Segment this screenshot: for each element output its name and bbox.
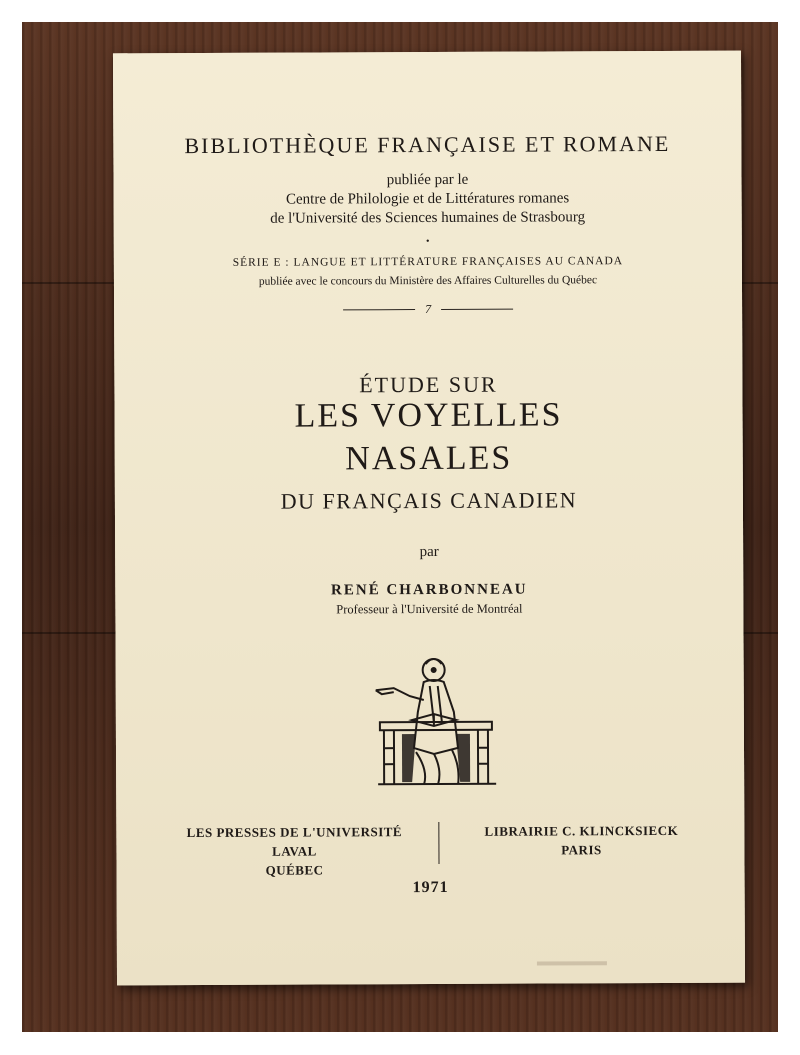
- publication-year: 1971: [412, 878, 449, 897]
- publisher-divider: [438, 822, 439, 864]
- rule-right: [441, 309, 513, 310]
- publisher-right-name: LIBRAIRIE C. KLINCKSIECK: [484, 822, 679, 839]
- title-line-4: DU FRANÇAIS CANADIEN: [280, 487, 578, 514]
- rule-left: [343, 309, 415, 310]
- scholar-emblem-icon: [372, 652, 503, 793]
- title-line-3: NASALES: [345, 439, 513, 478]
- separator-dot: •: [426, 235, 430, 248]
- cover-wear-mark: [537, 961, 607, 965]
- serie-heading: SÉRIE E : LANGUE ET LITTÉRATURE FRANÇAISES AU CANADA: [232, 255, 624, 269]
- book-cover: [113, 51, 745, 986]
- series-title: BIBLIOTHÈQUE FRANÇAISE ET ROMANE: [184, 130, 671, 159]
- publisher-right: [456, 821, 706, 860]
- by-label: par: [419, 543, 439, 561]
- publisher-left-city: QUÉBEC: [265, 862, 324, 878]
- publisher-line: de l'Université des Sciences humaines de Strasbourg: [270, 209, 586, 227]
- serie-subheading: publiée avec le concours du Ministère des Affaires Culturelles du Québec: [258, 274, 598, 288]
- wooden-table-background: [22, 22, 778, 1032]
- publisher-right-city: PARIS: [561, 842, 602, 858]
- title-line-1: ÉTUDE SUR: [359, 371, 498, 398]
- volume-number-row: [114, 301, 742, 319]
- publisher-line: Centre de Philologie et de Littératures romanes: [285, 190, 570, 208]
- publisher-line: publiée par le: [386, 171, 469, 189]
- publisher-left-name: LES PRESSES DE L'UNIVERSITÉ LAVAL: [186, 824, 403, 859]
- volume-number: 7: [425, 301, 432, 317]
- publisher-left: [164, 822, 424, 880]
- author-name: RENÉ CHARBONNEAU: [330, 581, 528, 599]
- author-affiliation: Professeur à l'Université de Montréal: [336, 601, 523, 617]
- title-line-2: LES VOYELLES: [294, 396, 563, 435]
